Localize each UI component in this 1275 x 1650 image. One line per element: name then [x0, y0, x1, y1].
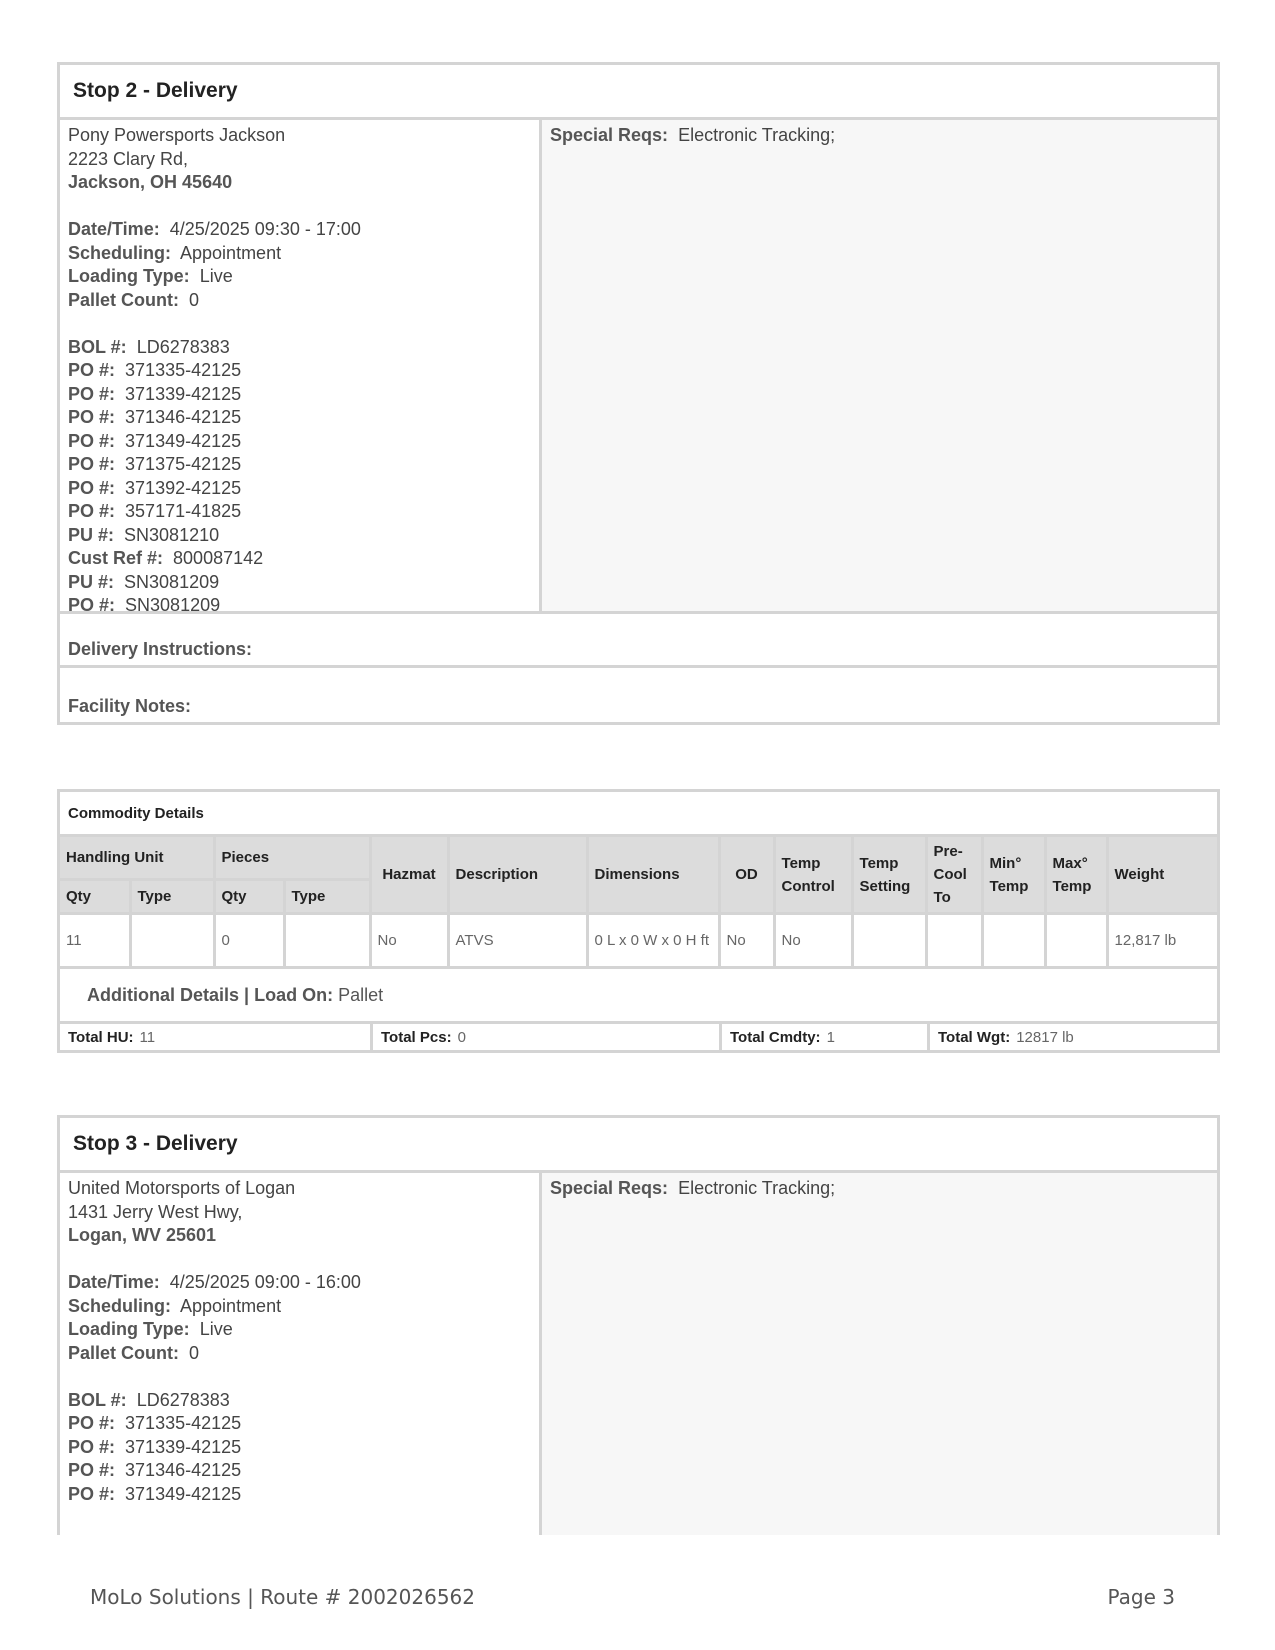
stop-3-scheduling: Scheduling: Appointment [68, 1295, 282, 1316]
stop-2-ref: PO #: 371335-42125 [68, 360, 242, 380]
stop-2-street: 2223 Clary Rd, [68, 148, 189, 169]
stop-3-ref: BOL #: LD6278383 [68, 1389, 230, 1410]
header-max-temp: Max° Temp [1045, 837, 1107, 914]
footer-page-number: Page 3 [1107, 1585, 1175, 1609]
stop-3-pallet: Pallet Count: 0 [68, 1342, 200, 1363]
stop-2-details [60, 120, 542, 615]
stop-2-ref: PO #: SN3081209 [68, 595, 221, 615]
stop-2-loading: Loading Type: Live [68, 266, 233, 286]
stop-2-facility-notes: Facility Notes: [68, 696, 192, 716]
stop-2-scheduling: Scheduling: Appointment [68, 242, 282, 263]
stop-3-street: 1431 Jerry West Hwy, [68, 1201, 243, 1222]
stop-2-ref: BOL #: LD6278383 [68, 336, 230, 357]
stop-2-name: Pony Powersports Jackson [68, 125, 286, 145]
stop-2-ref: PO #: 371392-42125 [68, 477, 242, 498]
total-hu: Total HU: 11 [60, 1024, 373, 1050]
table-row [60, 914, 1217, 968]
stop-2-ref: PO #: 371346-42125 [68, 407, 242, 427]
stop-3-details [60, 1173, 542, 1535]
header-handling-unit: Handling Unit [60, 837, 214, 880]
header-pieces: Pieces [214, 837, 370, 880]
stop-2-ref: PU #: SN3081209 [68, 571, 220, 592]
stop-3-loading: Loading Type: Live [68, 1319, 233, 1339]
cell-min-temp [982, 914, 1045, 968]
stop-2-ref: Cust Ref #: 800087142 [68, 548, 264, 568]
commodity-totals [60, 1024, 1217, 1050]
cell-pc-type [284, 914, 370, 968]
stop-3-ref: PO #: 371346-42125 [68, 1460, 242, 1480]
stop-2-ref: PO #: 371349-42125 [68, 430, 242, 451]
header-hu-type: Type [130, 880, 214, 914]
stop-2-special-reqs: Special Reqs: Electronic Tracking; [542, 120, 1217, 611]
commodity-title: Commodity Details [60, 792, 1217, 837]
stop-2-pallet: Pallet Count: 0 [68, 289, 200, 310]
header-description: Description [448, 837, 587, 914]
header-pc-qty: Qty [214, 880, 284, 914]
header-temp-setting: Temp Setting [852, 837, 926, 914]
header-hu-qty: Qty [60, 880, 130, 914]
cell-temp-control: No [774, 914, 852, 968]
header-temp-control: Temp Control [774, 837, 852, 914]
commodity-table [60, 837, 1217, 969]
stop-2-ref: PO #: 357171-41825 [68, 501, 242, 521]
footer-route: MoLo Solutions | Route # 2002026562 [90, 1585, 475, 1609]
stop-3-name: United Motorsports of Logan [68, 1178, 296, 1198]
cell-weight: 12,817 lb [1107, 914, 1217, 968]
cell-hu-type [130, 914, 214, 968]
cell-hu-qty: 11 [60, 914, 130, 968]
header-precool: Pre-Cool To [926, 837, 982, 914]
total-wgt: Total Wgt: 12817 lb [938, 1028, 1074, 1046]
header-dimensions: Dimensions [587, 837, 719, 914]
stop-2-delivery-instructions: Delivery Instructions: [60, 614, 1217, 668]
stop-3-ref: PO #: 371339-42125 [68, 1436, 242, 1457]
header-pc-type: Type [284, 880, 370, 914]
total-cmdty: Total Cmdty: 1 [722, 1024, 930, 1050]
stop-2-city: Jackson, OH 45640 [68, 172, 233, 192]
stop-2-ref: PO #: 371375-42125 [68, 454, 242, 474]
cell-description: ATVS [448, 914, 587, 968]
stop-3-section [57, 1115, 1220, 1535]
cell-pc-qty: 0 [214, 914, 284, 968]
additional-details: Additional Details | Load On: Pallet [60, 969, 1217, 1024]
stop-3-ref: PO #: 371335-42125 [68, 1413, 242, 1433]
stop-3-city: Logan, WV 25601 [68, 1225, 217, 1245]
commodity-details-section [57, 789, 1220, 1053]
stop-3-special-reqs: Special Reqs: Electronic Tracking; [542, 1173, 1217, 1535]
stop-3-datetime: Date/Time: 4/25/2025 09:00 - 16:00 [68, 1272, 361, 1292]
header-od: OD [719, 837, 774, 914]
header-min-temp: Min° Temp [982, 837, 1045, 914]
cell-max-temp [1045, 914, 1107, 968]
stop-2-datetime: Date/Time: 4/25/2025 09:30 - 17:00 [68, 219, 361, 239]
stop-2-ref: PO #: 371339-42125 [68, 383, 242, 404]
cell-temp-setting [852, 914, 926, 968]
header-hazmat: Hazmat [370, 837, 448, 914]
stop-2-ref: PU #: SN3081210 [68, 524, 220, 545]
header-weight: Weight [1107, 837, 1217, 914]
stop-2-title: Stop 2 - Delivery [60, 65, 1217, 120]
stop-3-ref: PO #: 371349-42125 [68, 1483, 242, 1504]
cell-precool [926, 914, 982, 968]
stop-3-title: Stop 3 - Delivery [60, 1118, 1217, 1173]
stop-2-section [57, 62, 1220, 725]
cell-od: No [719, 914, 774, 968]
cell-dimensions: 0 L x 0 W x 0 H ft [587, 914, 719, 968]
cell-hazmat: No [370, 914, 448, 968]
total-pcs: Total Pcs: 0 [373, 1024, 722, 1050]
